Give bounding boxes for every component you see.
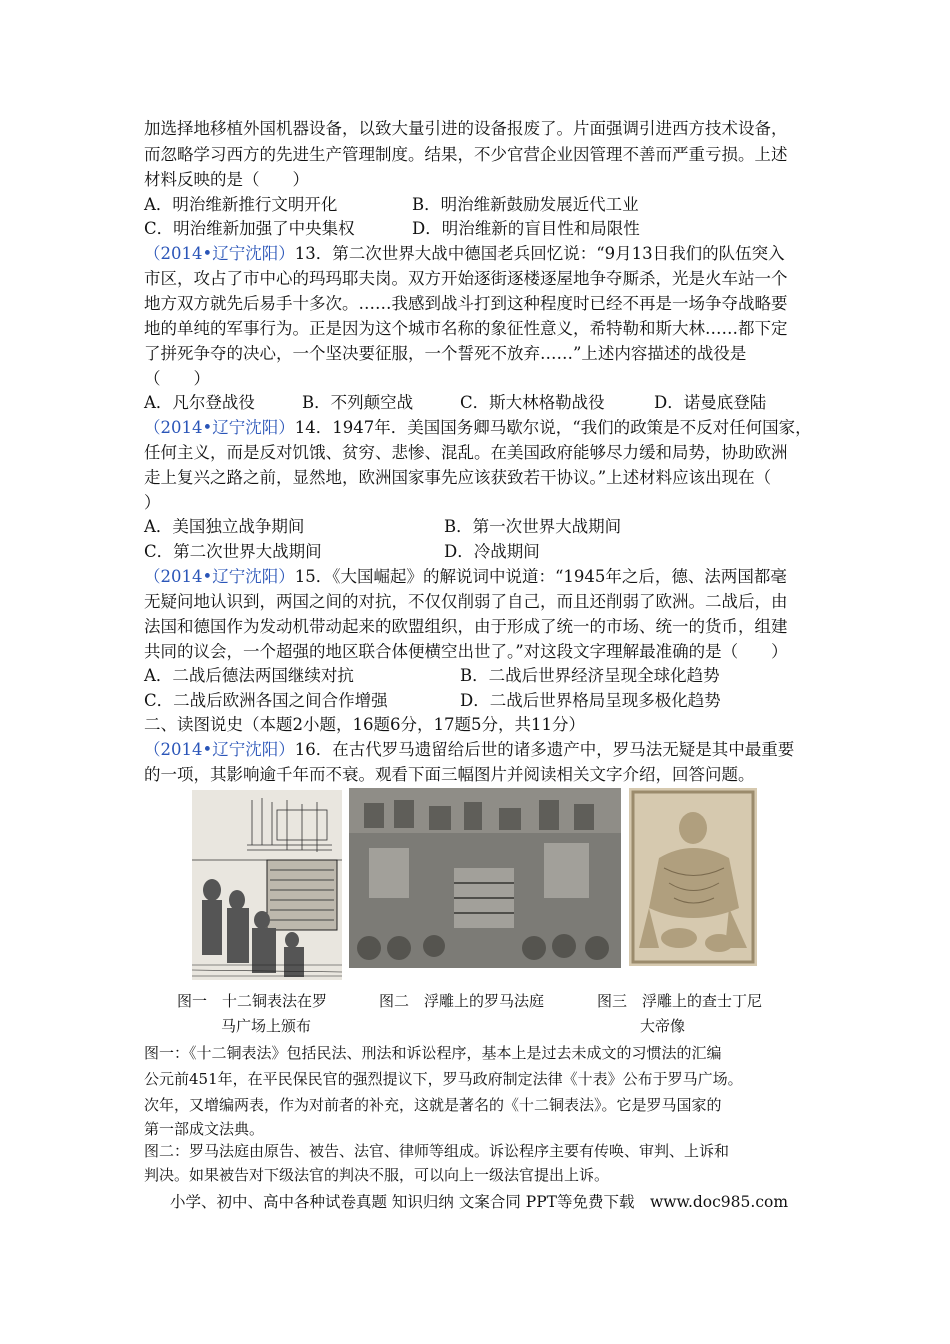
text-line: 走上复兴之路之前，显然地，欧洲国家事先应该获致若干协议。”上述材料应该出现在（ bbox=[144, 468, 772, 487]
option-c: C．明治维新加强了中央集权 bbox=[144, 219, 355, 238]
question-source: （2014•辽宁沈阳） bbox=[144, 567, 295, 586]
question-15 bbox=[144, 565, 787, 589]
description-line: 次年，又增编两表，作为对前者的补充，这就是著名的《十二铜表法》。它是罗马国家的 bbox=[144, 1096, 722, 1114]
option-a: A．美国独立战争期间 bbox=[144, 517, 305, 536]
option-b: B．不列颠空战 bbox=[302, 393, 414, 412]
option-d: D．二战后世界格局呈现多极化趋势 bbox=[460, 691, 721, 710]
option-a: A．明治维新推行文明开化 bbox=[144, 195, 338, 214]
question-source: （2014•辽宁沈阳） bbox=[144, 244, 295, 263]
figure-twelve-tables-image bbox=[192, 790, 342, 980]
question-text: 13．第二次世界大战中德国老兵回忆说：“9月13日我们的队伍突入 bbox=[294, 244, 785, 263]
figure-caption-1: 图一 十二铜表法在罗 bbox=[177, 992, 328, 1010]
text-line: 法国和德国作为发动机带动起来的欧盟组织，由于形成了统一的市场、统一的货币，组建 bbox=[144, 617, 788, 636]
question-14 bbox=[144, 416, 812, 440]
option-d: D．诺曼底登陆 bbox=[654, 393, 767, 412]
option-c: C．二战后欧洲各国之间合作增强 bbox=[144, 691, 388, 710]
option-b: B．明治维新鼓励发展近代工业 bbox=[412, 195, 639, 214]
option-a: A．凡尔登战役 bbox=[144, 393, 255, 412]
question-source: （2014•辽宁沈阳） bbox=[144, 418, 295, 437]
text-line: 了拼死争夺的决心，一个坚决要征服，一个誓死不放弃……”上述内容描述的战役是 bbox=[144, 344, 747, 363]
option-c: C．第二次世界大战期间 bbox=[144, 542, 322, 561]
text-line: 加选择地移植外国机器设备，以致大量引进的设备报废了。片面强调引进西方技术设备， bbox=[144, 119, 788, 138]
option-c: C．斯大林格勒战役 bbox=[460, 393, 605, 412]
text-line: 市区，攻占了市中心的玛玛耶夫岗。双方开始逐街逐楼逐屋地争夺厮杀，光是火车站一个 bbox=[144, 269, 788, 288]
text-line: 地的单纯的军事行为。正是因为这个城市名称的象征性意义，希特勒和斯大林……都下定 bbox=[144, 319, 788, 338]
figure-caption-2: 图二 浮雕上的罗马法庭 bbox=[379, 992, 545, 1010]
text-line: 而忽略学习西方的先进生产管理制度。结果，不少官营企业因管理不善而严重亏损。上述 bbox=[144, 145, 788, 164]
question-13 bbox=[144, 242, 785, 266]
option-a: A．二战后德法两国继续对抗 bbox=[144, 666, 354, 685]
ivory-relief-illustration bbox=[629, 788, 757, 966]
figure-justinian-image bbox=[629, 788, 757, 966]
text-line: ） bbox=[144, 493, 161, 512]
section-heading: 二、读图说史（本题2小题，16题6分，17题5分，共11分） bbox=[144, 715, 585, 734]
relief-illustration bbox=[349, 788, 621, 968]
text-line: 的一项，其影响逾千年而不衰。观看下面三幅图片并阅读相关文字介绍，回答问题。 bbox=[144, 765, 755, 784]
text-line: （ ） bbox=[144, 369, 210, 388]
question-text: 14．1947年．美国国务卿马歇尔说，“我们的政策是不反对任何国家， bbox=[294, 418, 812, 437]
description-line: 第一部成文法典。 bbox=[144, 1120, 265, 1138]
question-16 bbox=[144, 738, 794, 762]
description-line: 图二：罗马法庭由原告、被告、法官、律师等组成。诉讼程序主要有传唤、审判、上诉和 bbox=[144, 1142, 730, 1160]
engraving-illustration bbox=[192, 790, 342, 980]
figure-caption-3-cont: 大帝像 bbox=[640, 1017, 686, 1035]
figure-roman-court-image bbox=[349, 788, 621, 968]
option-b: B．第一次世界大战期间 bbox=[444, 517, 622, 536]
text-line: 地方双方就先后易手十多次。……我感到战斗打到这种程度时已经不再是一场争夺战略要 bbox=[144, 294, 788, 313]
text-line: 任何主义，而是反对饥饿、贫穷、悲惨、混乱。在美国政府能够尽力缓和局势，协助欧洲 bbox=[144, 443, 788, 462]
description-line: 判决。如果被告对下级法官的判决不服，可以向上一级法官提出上诉。 bbox=[144, 1166, 610, 1184]
figure-caption-1-cont: 马广场上颁布 bbox=[221, 1017, 312, 1035]
question-text: 15．《大国崛起》的解说词中说道：“1945年之后，德、法两国都毫 bbox=[294, 567, 787, 586]
page-footer: 小学、初中、高中各种试卷真题 知识归纳 文案合同 PPT等免费下载 www.doc985.com bbox=[170, 1193, 789, 1211]
text-line: 材料反映的是（ ） bbox=[144, 170, 309, 189]
option-d: D．冷战期间 bbox=[444, 542, 540, 561]
question-text: 16．在古代罗马遗留给后世的诸多遗产中，罗马法无疑是其中最重要 bbox=[294, 740, 795, 759]
option-d: D．明治维新的盲目性和局限性 bbox=[412, 219, 640, 238]
description-line: 图一：《十二铜表法》包括民法、刑法和诉讼程序，基本上是过去未成文的习惯法的汇编 bbox=[144, 1044, 722, 1062]
text-line: 共同的议会，一个超强的地区联合体便横空出世了。”对这段文字理解最准确的是（ ） bbox=[144, 642, 788, 661]
figure-caption-3: 图三 浮雕上的查士丁尼 bbox=[597, 992, 763, 1010]
option-b: B．二战后世界经济呈现全球化趋势 bbox=[460, 666, 720, 685]
text-line: 无疑问地认识到，两国之间的对抗，不仅仅削弱了自己，而且还削弱了欧洲。二战后，由 bbox=[144, 592, 788, 611]
question-source: （2014•辽宁沈阳） bbox=[144, 740, 295, 759]
description-line: 公元前451年，在平民保民官的强烈提议下，罗马政府制定法律《十表》公布于罗马广场。 bbox=[144, 1070, 743, 1088]
